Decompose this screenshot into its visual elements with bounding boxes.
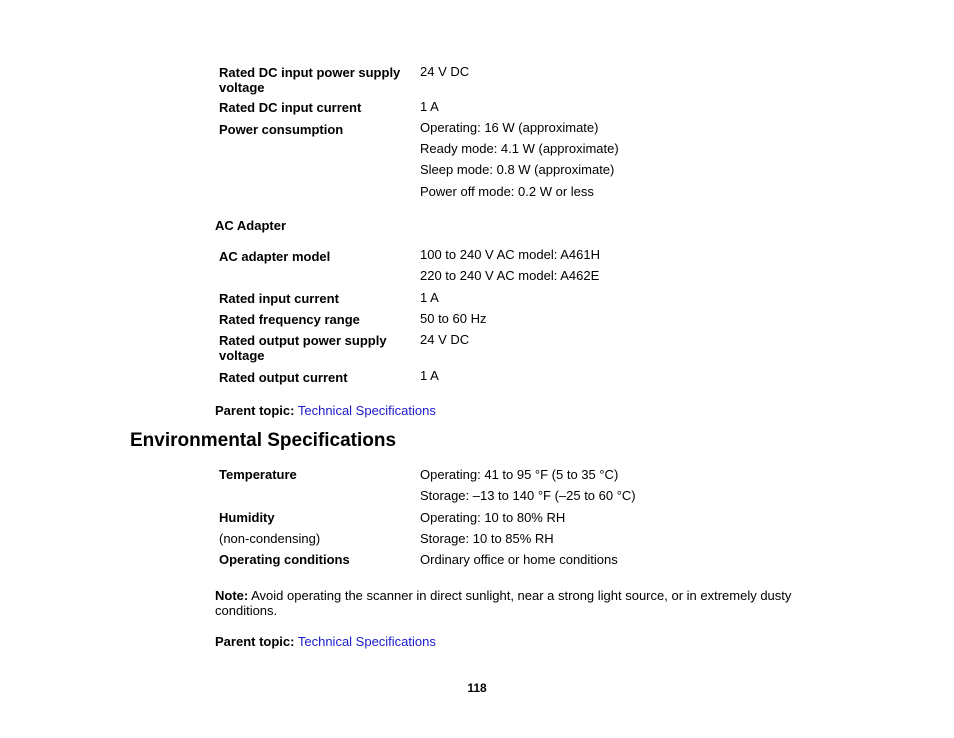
spec-label: Humidity xyxy=(219,510,275,525)
note xyxy=(215,588,815,618)
spec-value: Sleep mode: 0.8 W (approximate) xyxy=(420,162,615,177)
spec-label: Rated output power supply voltage xyxy=(219,333,387,363)
spec-value: Ready mode: 4.1 W (approximate) xyxy=(420,141,619,156)
spec-row-ac-adapter-model xyxy=(219,247,819,290)
spec-label: Operating conditions xyxy=(219,552,350,567)
spec-row-rated-output-voltage xyxy=(219,332,819,368)
spec-label: Rated DC input current xyxy=(219,100,362,115)
spec-value: 50 to 60 Hz xyxy=(420,311,487,326)
spec-label: Rated DC input power supply voltage xyxy=(219,65,401,95)
environmental-specs-table xyxy=(219,467,819,567)
spec-row-dc-input-current xyxy=(219,99,819,120)
spec-row-rated-frequency xyxy=(219,311,819,332)
spec-label: Rated frequency range xyxy=(219,312,360,327)
parent-topic xyxy=(215,634,436,649)
spec-value: Operating: 16 W (approximate) xyxy=(420,120,599,135)
spec-row-humidity xyxy=(219,510,819,531)
spec-value: Storage: 10 to 85% RH xyxy=(420,531,554,546)
spec-row-rated-input-current xyxy=(219,290,819,311)
spec-row-rated-output-current xyxy=(219,368,819,385)
parent-topic xyxy=(215,403,436,418)
page-number: 118 xyxy=(467,681,487,695)
spec-value: Ordinary office or home conditions xyxy=(420,552,618,567)
spec-value: 1 A xyxy=(420,368,439,383)
spec-label: Temperature xyxy=(219,467,297,482)
spec-value: 24 V DC xyxy=(420,332,470,347)
spec-label: (non-condensing) xyxy=(219,531,321,546)
spec-label: Rated input current xyxy=(219,291,339,306)
spec-value: 100 to 240 V AC model: A461H xyxy=(420,247,600,262)
note-label: Note: xyxy=(215,588,249,603)
technical-specifications-link[interactable]: Technical Specifications xyxy=(297,403,436,418)
spec-row-operating-conditions xyxy=(219,552,819,567)
section-title: Environmental Specifications xyxy=(130,430,397,451)
spec-value: 1 A xyxy=(420,290,439,305)
spec-value: Operating: 10 to 80% RH xyxy=(420,510,566,525)
spec-value: Operating: 41 to 95 °F (5 to 35 °C) xyxy=(420,467,619,482)
ac-adapter-heading: AC Adapter xyxy=(215,218,287,233)
technical-specifications-link[interactable]: Technical Specifications xyxy=(297,634,436,649)
spec-value: 220 to 240 V AC model: A462E xyxy=(420,268,600,283)
spec-row-non-condensing xyxy=(219,531,819,552)
spec-row-temperature xyxy=(219,467,819,510)
spec-value: Storage: –13 to 140 °F (–25 to 60 °C) xyxy=(420,488,636,503)
spec-label: Power consumption xyxy=(219,122,344,137)
spec-row-power-consumption xyxy=(219,120,819,199)
spec-label: AC adapter model xyxy=(219,249,331,264)
parent-topic-label: Parent topic: xyxy=(215,403,295,418)
spec-value: 24 V DC xyxy=(420,64,470,79)
spec-value: Power off mode: 0.2 W or less xyxy=(420,184,594,199)
power-specs-table xyxy=(219,64,819,199)
ac-adapter-table xyxy=(219,247,819,385)
spec-label: Rated output current xyxy=(219,370,348,385)
spec-row-dc-input-voltage xyxy=(219,64,819,95)
parent-topic-label: Parent topic: xyxy=(215,634,295,649)
note-text: Avoid operating the scanner in direct sunlight, near a strong light source, or in extremely dusty conditions. xyxy=(215,588,792,618)
spec-value: 1 A xyxy=(420,99,439,114)
